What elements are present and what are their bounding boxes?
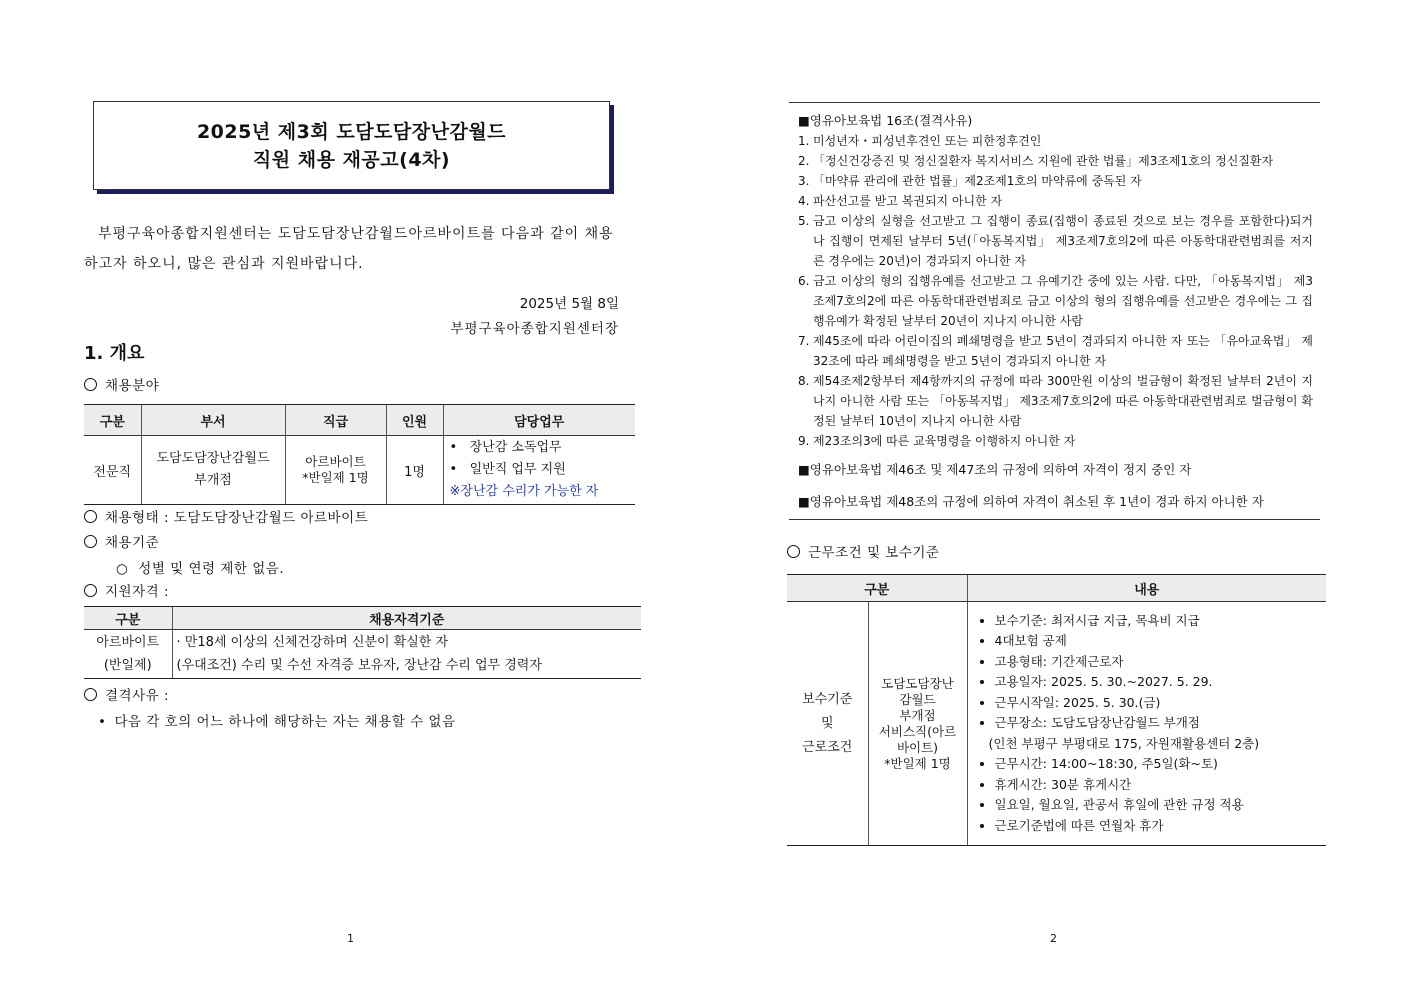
criteria-item: ○ 성별 및 연령 제한 없음.: [116, 561, 285, 577]
qualification-label: 지원자격 :: [84, 580, 169, 600]
table-row: [84, 630, 641, 679]
notice-date: 2025년 5월 8일: [519, 296, 619, 312]
col-header: 직급: [285, 405, 386, 436]
conditions-label: 근무조건 및 보수기준: [787, 541, 939, 561]
circle-bullet-icon: [84, 378, 97, 391]
list-item: • 휴게시간: 30분 휴게시간: [995, 775, 1326, 796]
recruit-field-label: 채용분야: [84, 374, 159, 394]
col-header: 구분: [84, 405, 141, 436]
list-item: 7. 제45조에 따라 어린이집의 폐쇄명령을 받고 5년이 경과되지 아니한 자 또는 「유아교육법」 제32조에 따라 폐쇄명령을 받고 5년이 경과되지 아니한 자: [798, 334, 1313, 368]
disqualification-box: [789, 102, 1320, 520]
list-item: 5. 금고 이상의 실형을 선고받고 그 집행이 종료(집행이 종료된 것으로 보는 경우를 포함한다)되거나 집행이 면제된 날부터 5년(「아동복지법」 제3조제7호의2에 따른 아동학대관련범죄를 저지른 경우에는 20년)이 경과되지 아니한 자: [798, 214, 1313, 268]
list-item: 3. 「마약류 관리에 관한 법률」제2조제1호의 마약류에 중독된 자: [798, 174, 1142, 188]
bullet-icon: •: [98, 714, 107, 730]
disqualification-item: • 다음 각 호의 어느 하나에 해당하는 자는 채용할 수 없음: [98, 714, 456, 730]
list-item: 9. 제23조의3에 따른 교육명령을 이행하지 아니한 자: [798, 434, 1076, 448]
duty-item: • 일반직 업무 지원: [449, 462, 566, 477]
list-item: • 고용일자: 2025. 5. 30.~2027. 5. 29.: [995, 672, 1326, 693]
list-item: 4. 파산선고를 받고 복권되지 아니한 자: [798, 194, 1003, 208]
conditions-list: [969, 605, 1326, 843]
disqualification-label: 결격사유 :: [84, 684, 169, 704]
cell-count: 1명: [386, 436, 443, 505]
col-header: 구분: [787, 575, 967, 602]
employment-type: 채용형태 : 도담도담장난감월드 아르바이트: [84, 506, 368, 526]
list-item: • 일요일, 월요일, 관공서 휴일에 관한 규정 적용: [995, 795, 1326, 816]
col-header: 담당업무: [443, 405, 635, 436]
table-header-row: [84, 405, 635, 436]
disq-extra-revoked: ■영유아보육법 제48조의 규정에 의하여 자격이 취소된 후 1년이 경과 하지 아니한 자: [798, 494, 1264, 509]
intro-paragraph: 부평구육아종합지원센터는 도담도담장난감월드아르바이트를 다음과 같이 채용하고자 하오니, 많은 관심과 지원바랍니다.: [84, 226, 614, 272]
cell-position: 도담도담장난 감월드 부개점 서비스직(아르 바이트) *반일제 1명: [868, 602, 967, 846]
col-header: 부서: [141, 405, 285, 436]
col-header: 채용자격기준: [172, 607, 641, 630]
circle-bullet-icon: [84, 510, 97, 523]
page-number-2: 2: [1050, 932, 1057, 945]
list-item: 8. 제54조제2항부터 제4항까지의 규정에 따라 300만원 이상의 벌금형이 확정된 날부터 2년이 지나지 아니한 사람 또는 「아동복지법」 제3조제7호의2에 따른 아동학대관련범죄로 벌금형이 확정된 날부터 10년이 지나지 아니한 사람: [798, 374, 1313, 428]
page-title-box: [93, 101, 610, 190]
qualification-table: [84, 606, 641, 679]
cell-category: 전문직: [84, 436, 141, 505]
list-item: • 근무시작일: 2025. 5. 30.(금): [995, 693, 1326, 714]
list-item: • 근로기준법에 따른 연월차 휴가: [995, 816, 1326, 837]
table-row: [84, 436, 635, 505]
notice-issuer: 부평구육아종합지원센터장: [450, 321, 619, 337]
circle-bullet-icon: [84, 688, 97, 701]
disq-heading: ■영유아보육법 16조(결격사유): [798, 113, 973, 128]
col-header: 인원: [386, 405, 443, 436]
title-line-1: 2025년 제3회 도담도담장난감월드: [196, 121, 507, 143]
list-item: • 보수기준: 최저시급 지급, 목욕비 지급: [995, 611, 1326, 632]
table-header-row: [787, 575, 1326, 602]
duty-item: • 장난감 소독업무: [449, 440, 562, 455]
address-line: (인천 부평구 부평대로 175, 자원재활용센터 2층): [988, 735, 1260, 751]
duty-note: ※장난감 수리가 가능한 자: [449, 484, 599, 499]
cell-category: 보수기준 및 근로조건: [787, 602, 868, 846]
table-row: [787, 602, 1326, 846]
cell-duties: [443, 436, 635, 505]
recruitment-table: [84, 404, 635, 505]
list-item: 6. 금고 이상의 형의 집행유예를 선고받고 그 유예기간 중에 있는 사람. 다만, 「아동복지법」 제3조제7호의2에 따른 아동학대관련범죄로 금고 이상의 형의 집행유예를 선고받은 경우에는 그 집행유예가 확정된 날부터 20년이 지나지 아니한 사람: [798, 274, 1313, 328]
page-number-1: 1: [347, 932, 354, 945]
title-line-2: 직원 채용 재공고(4차): [252, 149, 451, 171]
circle-bullet-icon: [787, 545, 800, 558]
table-header-row: [84, 607, 641, 630]
cell-dept: 도담도담장난감월드 부개점: [141, 436, 285, 505]
section-heading-overview: 1. 개요: [84, 343, 145, 364]
list-item: • 근무장소: 도담도담장난감월드 부개점: [995, 713, 1326, 734]
cell-conditions: [967, 602, 1326, 846]
col-header: 구분: [84, 607, 172, 630]
circle-bullet-icon: [84, 584, 97, 597]
conditions-table: [787, 574, 1326, 846]
cell-rank: 아르바이트 *반일제 1명: [285, 436, 386, 505]
disq-list: [798, 131, 1313, 451]
list-item: • 고용형태: 기간제근로자: [995, 652, 1326, 673]
small-circle-bullet-icon: ○: [116, 561, 129, 577]
circle-bullet-icon: [84, 535, 97, 548]
list-item: 1. 미성년자・피성년후견인 또는 피한정후견인: [798, 134, 1042, 148]
col-header: 내용: [967, 575, 1326, 602]
disq-extra-suspended: ■영유아보육법 제46조 및 제47조의 규정에 의하여 자격이 정지 중인 자: [798, 462, 1192, 477]
list-item: 2. 「정신건강증진 및 정신질환자 복지서비스 지원에 관한 법률」제3조제1호의 정신질환자: [798, 154, 1274, 168]
list-item: • 4대보험 공제: [995, 631, 1326, 652]
cell-category: 아르바이트 (반일제): [84, 630, 172, 679]
cell-criteria: · 만18세 이상의 신체건강하며 신분이 확실한 자 (우대조건) 수리 및 수선 자격증 보유자, 장난감 수리 업무 경력자: [172, 630, 641, 679]
list-item: • 근무시간: 14:00~18:30, 주5일(화~토): [995, 754, 1326, 775]
criteria-label: 채용기준: [84, 531, 159, 551]
